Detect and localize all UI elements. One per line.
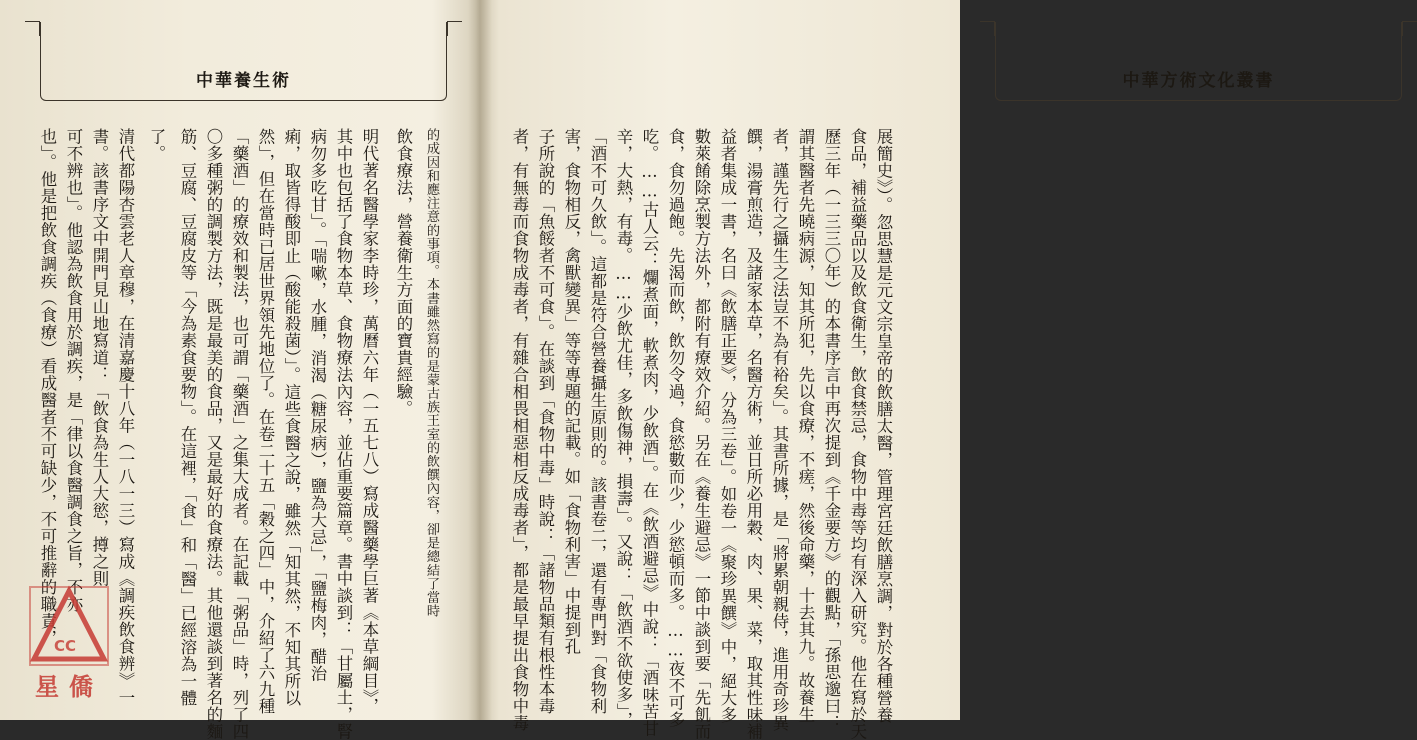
left-column-3: 書。該書序文中開門見山地寫道：「飲食為生人大慾，撙之則	[90, 128, 109, 587]
right-column-7: 食，食勿過飽。先渴而飲，飲勿令過，食慾數而少，少慾頓而多。……夜不可多	[666, 128, 685, 729]
right-column-4: 「酒不可久飲」。這都是符合營養攝生原則的。該書卷二，還有專門對「食物利	[588, 128, 607, 715]
right-column-11: 者，謹先行之攝生之法豈不為有裕矣」。其書所據，是「將累朝親侍，進用奇珍異	[770, 128, 789, 732]
right-page-header: 中華方術文化叢書	[1122, 71, 1275, 91]
right-column-2: 子所說的「魚餒者不可食」。在談到「食物中毒」時說：「諸物品類有根性本毒	[536, 128, 555, 715]
left-column-7: 〇多種粥的調製方法，既是最美的食品，又是最好的食療法。其他還談到著名的麵	[204, 128, 223, 740]
left-column-1: 也」。他是把飲食調疾（食療）看成醫者不可缺少，不可推辭的職責，	[38, 128, 57, 647]
stamp-text: 星僑	[35, 673, 103, 701]
right-column-12: 謂其醫者先曉病源，知其所犯，先以食療，不瘥，然後命藥，十去其九。故養生	[796, 128, 815, 723]
left-column-10: 痢，取皆得酸即止（酸能殺菌）」。這些食醫之說，雖然「知其然，不知其所以	[282, 128, 301, 707]
right-column-3: 害，食物相反，禽獸變異」等等專題的記載。如「食物利害」中提到孔	[562, 128, 581, 655]
left-column-12: 其中也包括了食物本草、食物療法內容，並佔重要篇章。書中談到：「甘屬土，腎	[334, 128, 353, 740]
right-column-9: 益者集成一書，名曰《飲膳正要》，分為三卷」。如卷一《聚珍異饌》中，絕大多	[718, 128, 737, 724]
right-column-5: 辛，大熱，有毒。……少飲尤佳，多飲傷神，損壽」。又說：「飲酒不欲使多」，	[614, 128, 633, 729]
left-column-9: 然」，但在當時已居世界領先地位了。在卷二十五「穀之四」中，介紹了六九種	[256, 128, 275, 715]
stamp-corner-mark: CC	[54, 637, 77, 655]
right-column-13: 歷三年（一三三〇年）的本書序言中再次提到《千金要方》的觀點，「孫思邈曰：	[822, 128, 841, 732]
left-column-2: 可不辨也」。他認為飲食用於調疾，是「律以食醫調食之旨，不亦	[64, 128, 83, 613]
right-header-frame	[995, 22, 1402, 101]
left-column-15: 的成因和應注意的事項。本書雖然寫的是蒙古族王室的飲饌內容，卻是總結了當時	[424, 128, 439, 618]
right-column-8: 數萊餚除烹製方法外，都附有療效介紹。另在《養生避忌》一節中談到要「先飢而	[692, 128, 711, 740]
left-column-4: 清代都陽杏雲老人章穆，在清嘉慶十八年（一八一三）寫成《調疾飲食辨》一	[116, 128, 135, 706]
left-page	[0, 0, 480, 740]
right-column-10: 饌，湯膏煎造，及諸家本草，名醫方術，並日所必用穀、肉、果、菜，取其性味補	[744, 128, 763, 740]
publisher-stamp	[28, 585, 110, 705]
right-column-15: 展簡史》）。忽思慧是元文宗皇帝的飲膳太醫，管理宮廷飲膳烹調，對於各種營養	[874, 128, 893, 724]
right-column-14: 食品，補益藥品以及飲食衛生，飲食禁忌，食物中毒等均有深入研究。他在寫於天	[848, 128, 867, 740]
left-page-header: 中華養生術	[196, 71, 291, 91]
left-column-13: 明代著名醫學家李時珍，萬曆六年（一五七八）寫成醫藥學巨著《本草綱目》，	[360, 128, 379, 715]
left-header-frame	[40, 22, 447, 101]
right-column-1: 者，有無毒而食物成毒者，有雜合相畏相惡相反成毒者」，都是最早提出食物中毒	[510, 128, 529, 732]
left-column-6: 筋、豆腐、豆腐皮等「今為素食要物」。在這裡，「食」和「醫」已經溶為一體	[178, 128, 197, 707]
left-column-11: 病勿多吃甘」。「喘嗽，水腫，消渴（糖尿病），鹽為大忌」，「鹽梅肉，醋治	[308, 128, 327, 682]
left-column-5: 了。	[147, 128, 166, 162]
left-column-14: 飲食療法，營養衛生方面的寶貴經驗。	[394, 128, 413, 417]
left-column-8: 「藥酒」的療效和製法，也可謂「藥酒」之集大成者。在記載「粥品」時，列了四	[230, 128, 249, 740]
right-column-6: 吃。……古人云：爛煮面，軟煮肉，少飲酒」。在《飲酒避忌》中說：「酒味苦甘	[640, 128, 659, 737]
right-page	[480, 0, 1275, 740]
